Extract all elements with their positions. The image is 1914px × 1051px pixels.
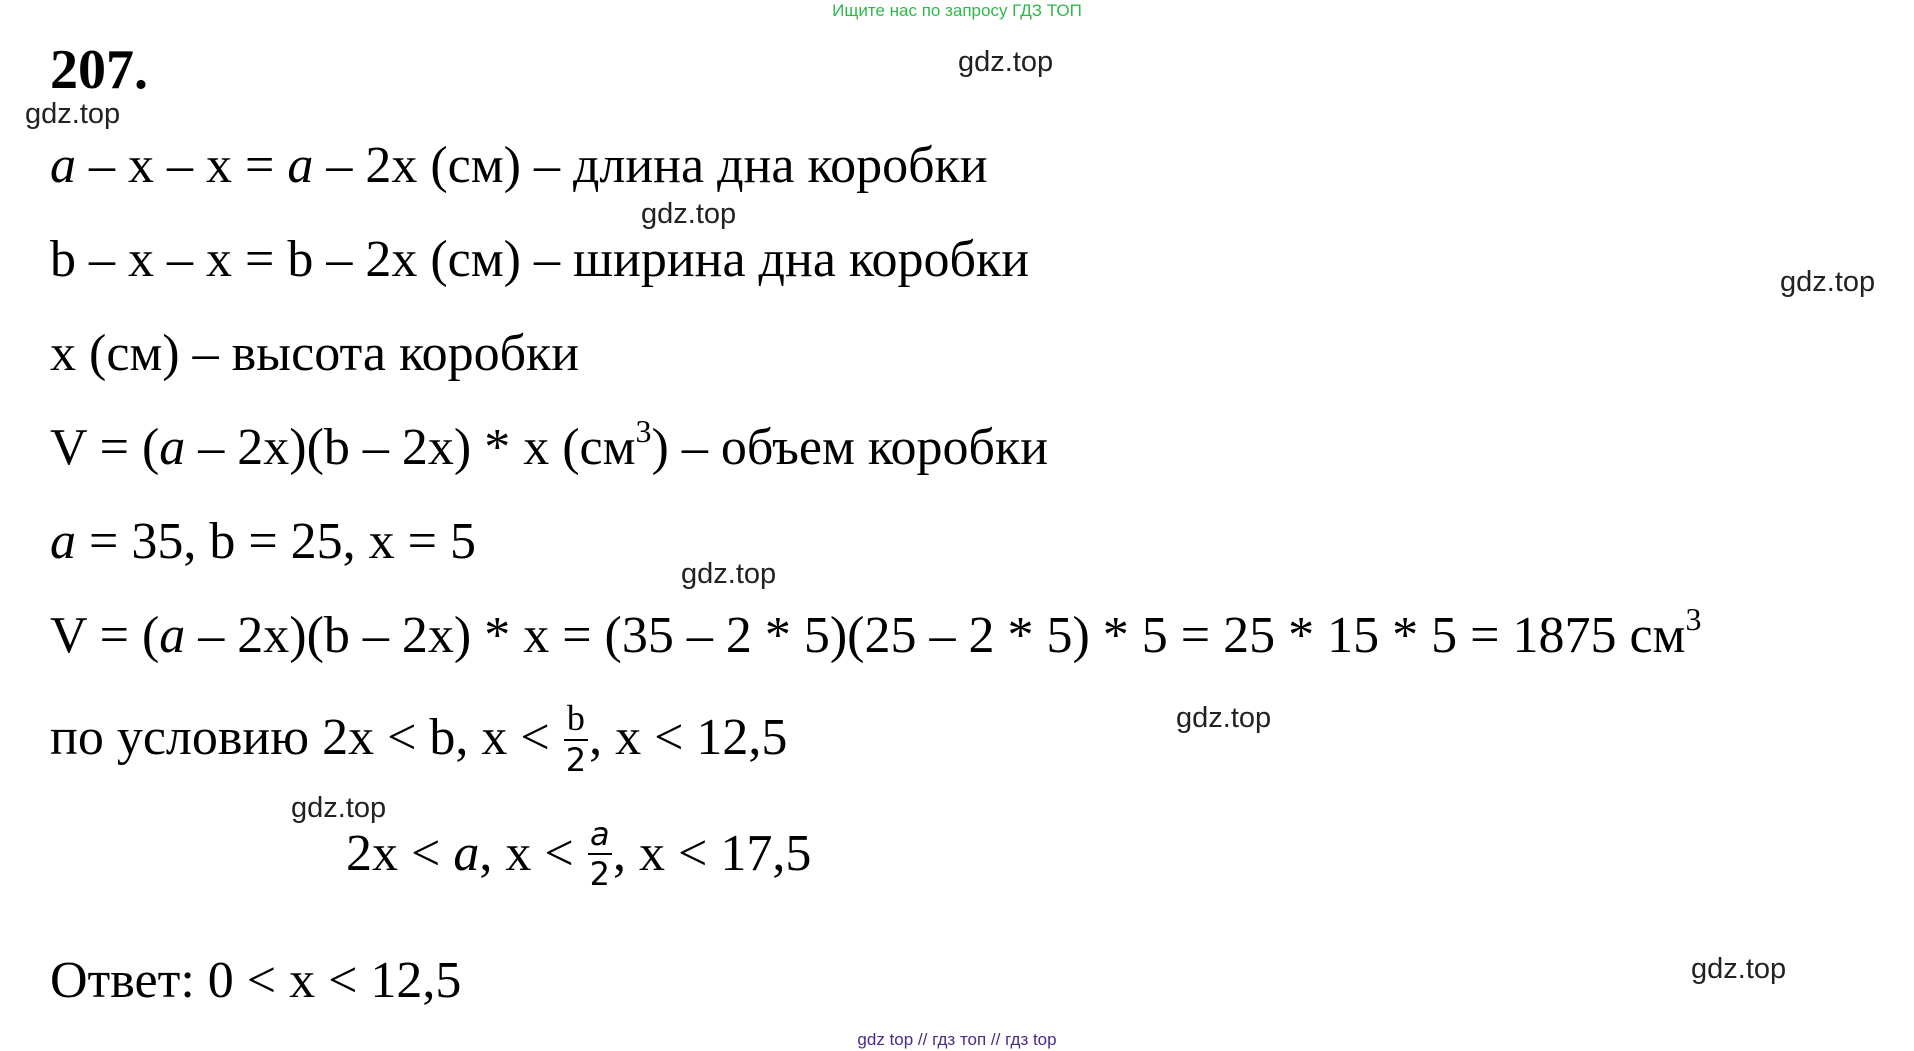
var-a: a [453,824,480,882]
line-text: , x < 12,5 [589,708,788,766]
line-text: – 2x)(b – 2x) * x = (35 – 2 * 5)(25 – 2 * 5) * 5 = 25 * 15 * 5 = 1875 см [185,607,1686,664]
answer-line [50,952,462,1009]
watermark: gdz.top [681,558,777,590]
line-condition-b [50,698,788,780]
task-number: 207. [50,39,148,101]
exponent: 3 [635,413,652,449]
fraction [588,815,612,893]
fraction-numerator: a [590,815,610,853]
watermark: gdz.top [958,46,1054,78]
line-text: по условию 2x < b, x < [50,708,563,766]
line-text: – 2x (см) – длина дна коробки [313,137,988,194]
watermark: gdz.top [1780,266,1876,298]
line-text: , x < [479,824,587,882]
fraction [564,698,588,779]
line-volume-calculation [50,601,1702,664]
var-a: a [50,513,76,570]
line-condition-a [346,815,812,894]
watermark: gdz.top [1176,702,1272,734]
var-a: a [159,607,186,664]
watermark: gdz.top [25,98,121,130]
line-text: ) – объем коробки [651,419,1049,476]
fraction-denominator: 2 [565,741,587,779]
line-text: , x < 17,5 [613,824,812,882]
line-text: 2x < [346,824,454,882]
footer-links: gdz top // гдз топ // гдз top [857,1030,1057,1049]
line-bottom-width [50,231,1030,288]
answer-text: Ответ: 0 < x < 12,5 [50,952,462,1009]
watermark: gdz.top [1691,953,1787,985]
line-text: b – x – x = b – 2x (см) – ширина дна коробки [50,231,1030,288]
line-volume-formula [50,413,1049,476]
var-a: a [159,419,186,476]
fraction-numerator: b [566,698,585,738]
top-banner: Ищите нас по запросу ГДЗ ТОП [832,1,1082,20]
line-text: x (см) – высота коробки [50,325,580,382]
line-bottom-length [50,137,988,194]
watermark: gdz.top [641,198,737,230]
line-text: = 35, b = 25, x = 5 [76,513,476,570]
watermark: gdz.top [291,792,387,824]
fraction-denominator: 2 [589,855,611,893]
exponent: 3 [1685,601,1702,637]
line-text: V = ( [50,419,160,476]
line-text: – 2x)(b – 2x) * x (см [185,419,636,476]
var-a: a [50,137,76,194]
line-box-height [50,325,580,382]
var-a: a [287,137,314,194]
line-text: V = ( [50,607,160,664]
line-text: – x – x = [76,137,288,194]
line-given-values [50,513,476,570]
